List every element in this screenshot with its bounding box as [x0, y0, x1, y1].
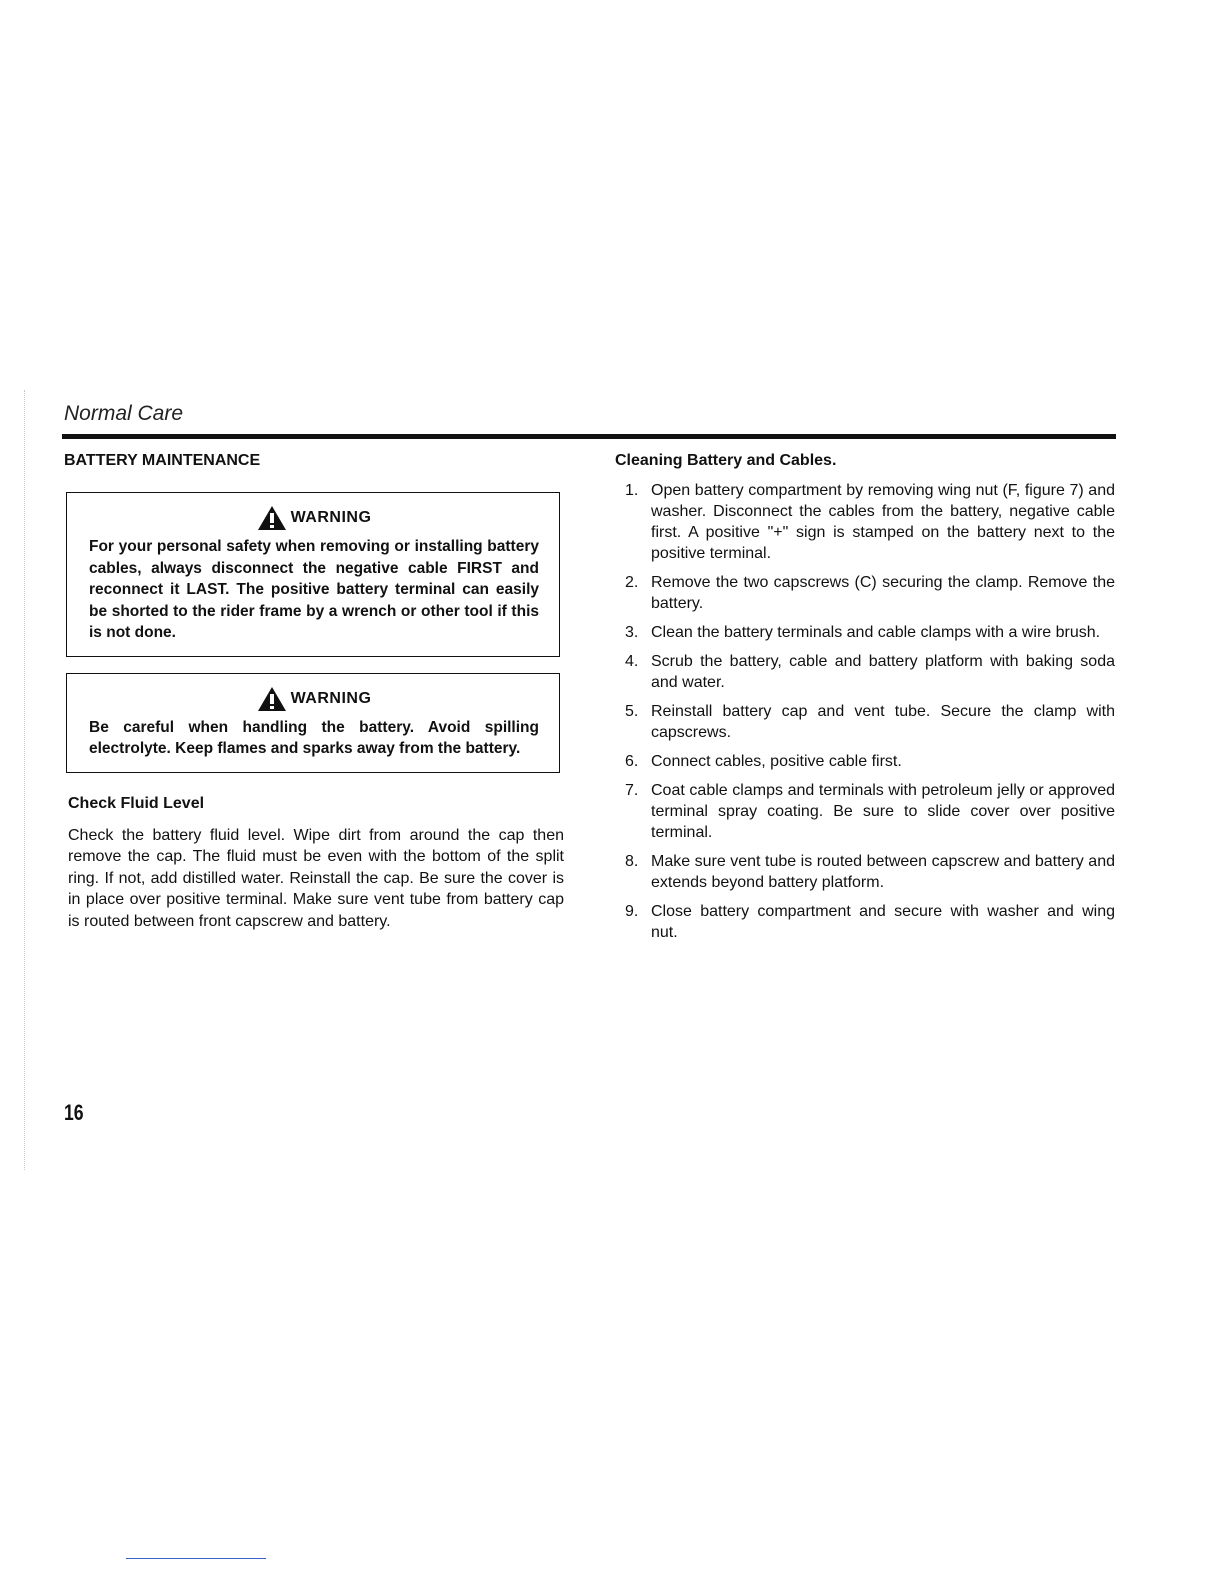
warning-header	[89, 686, 539, 712]
section-header: Normal Care	[64, 402, 184, 425]
step-text: Close battery compartment and secure with washer and wing nut.	[651, 903, 1115, 941]
step-text: Open battery compartment by removing wing nut (F, figure 7) and washer. Disconnect the cables from the battery, negative cable first. A positive "+" sign is stamped on the battery next to the positive terminal.	[651, 482, 1115, 562]
step-text: Remove the two capscrews (C) securing the clamp. Remove the battery.	[651, 574, 1115, 612]
list-item	[615, 651, 1115, 693]
step-text: Make sure vent tube is routed between capscrew and battery and extends beyond battery platform.	[651, 853, 1115, 891]
step-number: 2.	[625, 574, 639, 591]
step-text: Connect cables, positive cable first.	[651, 753, 902, 770]
page-edge-mark	[24, 390, 25, 1170]
list-item	[615, 901, 1115, 943]
warning-label: WARNING	[290, 689, 372, 707]
step-number: 6.	[625, 753, 639, 770]
step-number: 9.	[625, 903, 639, 920]
step-text: Clean the battery terminals and cable clamps with a wire brush.	[651, 624, 1101, 641]
step-text: Reinstall battery cap and vent tube. Secure the clamp with capscrews.	[651, 703, 1115, 741]
step-text: Coat cable clamps and terminals with petroleum jelly or approved terminal spray coating. Be sure to slide cover over positive terminal.	[651, 782, 1115, 841]
warning-box-handling	[66, 673, 560, 773]
list-item	[615, 622, 1115, 643]
page-number: 16	[64, 1100, 84, 1125]
warning-box-cables	[66, 492, 560, 657]
step-number: 5.	[625, 703, 639, 720]
step-number: 4.	[625, 653, 639, 670]
header-rule	[62, 434, 1116, 439]
list-item	[615, 851, 1115, 893]
warning-triangle-icon	[257, 686, 287, 712]
step-text: Scrub the battery, cable and battery platform with baking soda and water.	[651, 653, 1115, 691]
list-item	[615, 701, 1115, 743]
cleaning-battery-heading: Cleaning Battery and Cables.	[615, 452, 837, 469]
check-fluid-level-paragraph: Check the battery fluid level. Wipe dirt from around the cap then remove the cap. The fluid must be even with the bottom of the split ring. If not, add distilled water. Reinstall the cap. Be sure the cover is in place over positive terminal. Make sure vent tube from battery cap is routed between front capscrew and battery.	[68, 826, 564, 930]
step-number: 7.	[625, 782, 639, 799]
left-column	[64, 452, 564, 932]
step-number: 1.	[625, 482, 639, 499]
warning-triangle-icon	[257, 505, 287, 531]
warning-text: Be careful when handling the battery. Avoid spilling electrolyte. Keep flames and sparks away from the battery.	[89, 718, 539, 757]
list-item	[615, 572, 1115, 614]
step-number: 3.	[625, 624, 639, 641]
battery-maintenance-title: BATTERY MAINTENANCE	[64, 452, 261, 469]
cleaning-steps-list	[615, 480, 1115, 943]
right-column	[615, 452, 1115, 951]
bottom-rule	[126, 1558, 266, 1559]
warning-header	[89, 505, 539, 531]
list-item	[615, 480, 1115, 564]
check-fluid-level-heading: Check Fluid Level	[68, 794, 205, 812]
warning-text: For your personal safety when removing or installing battery cables, always disconnect the negative cable FIRST and reconnect it LAST. The positive battery terminal can easily be shorted to the rider frame by a wrench or other tool if this is not done.	[89, 538, 539, 641]
list-item	[615, 780, 1115, 843]
step-number: 8.	[625, 853, 639, 870]
list-item	[615, 751, 1115, 772]
warning-label: WARNING	[290, 509, 372, 526]
